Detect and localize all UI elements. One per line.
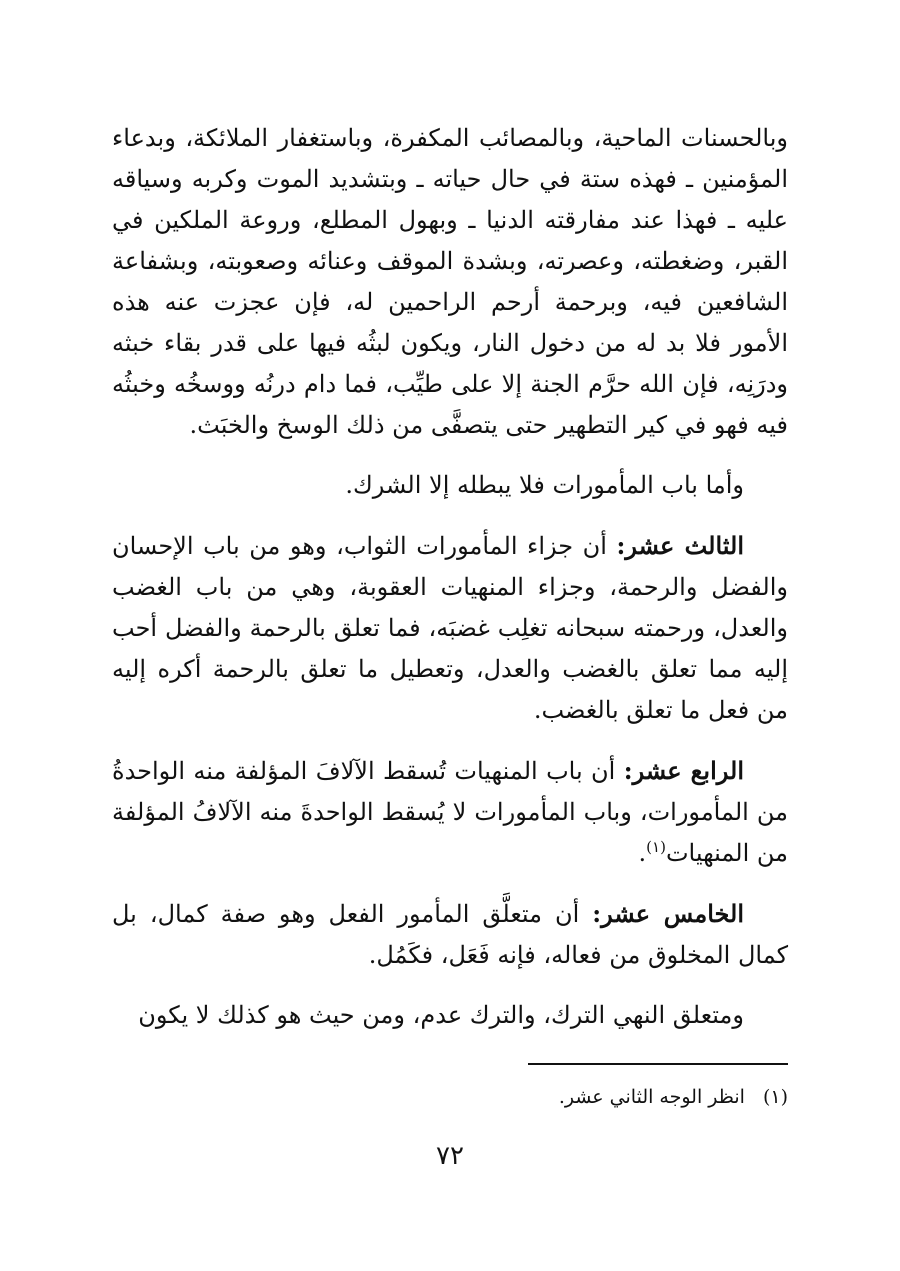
paragraph-6-text: ومتعلق النهي الترك، والترك عدم، ومن حيث هو كذلك لا يكون	[138, 1001, 744, 1029]
paragraph-3-heading: الثالث عشر:	[616, 531, 745, 560]
footnote-divider	[528, 1063, 788, 1065]
paragraph-5-heading: الخامس عشر:	[592, 899, 744, 928]
paragraph-5-text: أن متعلَّق المأمور الفعل وهو صفة كمال، بل كمال المخلوق من فعاله، فإنه فَعَل، فكَمُل.	[112, 900, 788, 969]
footnote	[112, 1083, 788, 1111]
paragraph-2-text: وأما باب المأمورات فلا يبطله إلا الشرك.	[345, 471, 744, 499]
footnote-text: انظر الوجه الثاني عشر.	[558, 1086, 745, 1108]
paragraph-3	[112, 525, 788, 731]
paragraph-1-text: وبالحسنات الماحية، وبالمصائب المكفرة، وباستغفار الملائكة، وبدعاء المؤمنين ـ فهذه ستة في حال حياته ـ وبتشديد الموت وكربه وسياقه عليه ـ فهذا عند مفارقته الدنيا ـ وبهول المطلع، وروعة الملكين في القبر، وضغطته، وعصرته، وبشدة الموقف وعنائه وصعوبته، وبشفاعة الشافعين فيه، وبرحمة أرحم الراحمين له، فإن عجزت عنه هذه الأمور فلا بد له من دخول النار، ويكون لبثُه فيها على قدر بقاء خبثه ودرَنِه، فإن الله حرَّم الجنة إلا على طيِّب، فما دام درنُه ووسخُه وخبثُه فيه فهو في كير التطهير حتى يتصفَّى من ذلك الوسخ والخبَث.	[112, 124, 788, 439]
footnote-reference[interactable]: (١)	[646, 838, 666, 856]
paragraph-2	[112, 465, 788, 506]
paragraph-4-text: أن باب المنهيات تُسقط الآلافَ المؤلفة منه الواحدةُ من المأمورات، وباب المأمورات لا يُسقط الواحدةَ منه الآلافُ المؤلفة من المنهيات	[112, 757, 788, 867]
paragraph-5	[112, 893, 788, 976]
paragraph-4	[112, 750, 788, 874]
footnote-number: (١)	[762, 1086, 788, 1108]
paragraph-4-end: .	[638, 839, 647, 867]
page-body	[112, 118, 788, 1055]
paragraph-1	[112, 118, 788, 446]
paragraph-3-text: أن جزاء المأمورات الثواب، وهو من باب الإحسان والفضل والرحمة، وجزاء المنهيات العقوبة، وهي من باب الغضب والعدل، ورحمته سبحانه تغلِب غضبَه، فما تعلق بالرحمة والفضل أحب إليه مما تعلق بالغضب والعدل، وتعطيل ما تعلق بالرحمة أكره إليه من فعل ما تعلق بالغضب.	[112, 532, 789, 724]
page-number: ٧٢	[436, 1141, 464, 1171]
paragraph-6	[112, 995, 788, 1036]
paragraph-4-heading: الرابع عشر:	[623, 756, 744, 785]
